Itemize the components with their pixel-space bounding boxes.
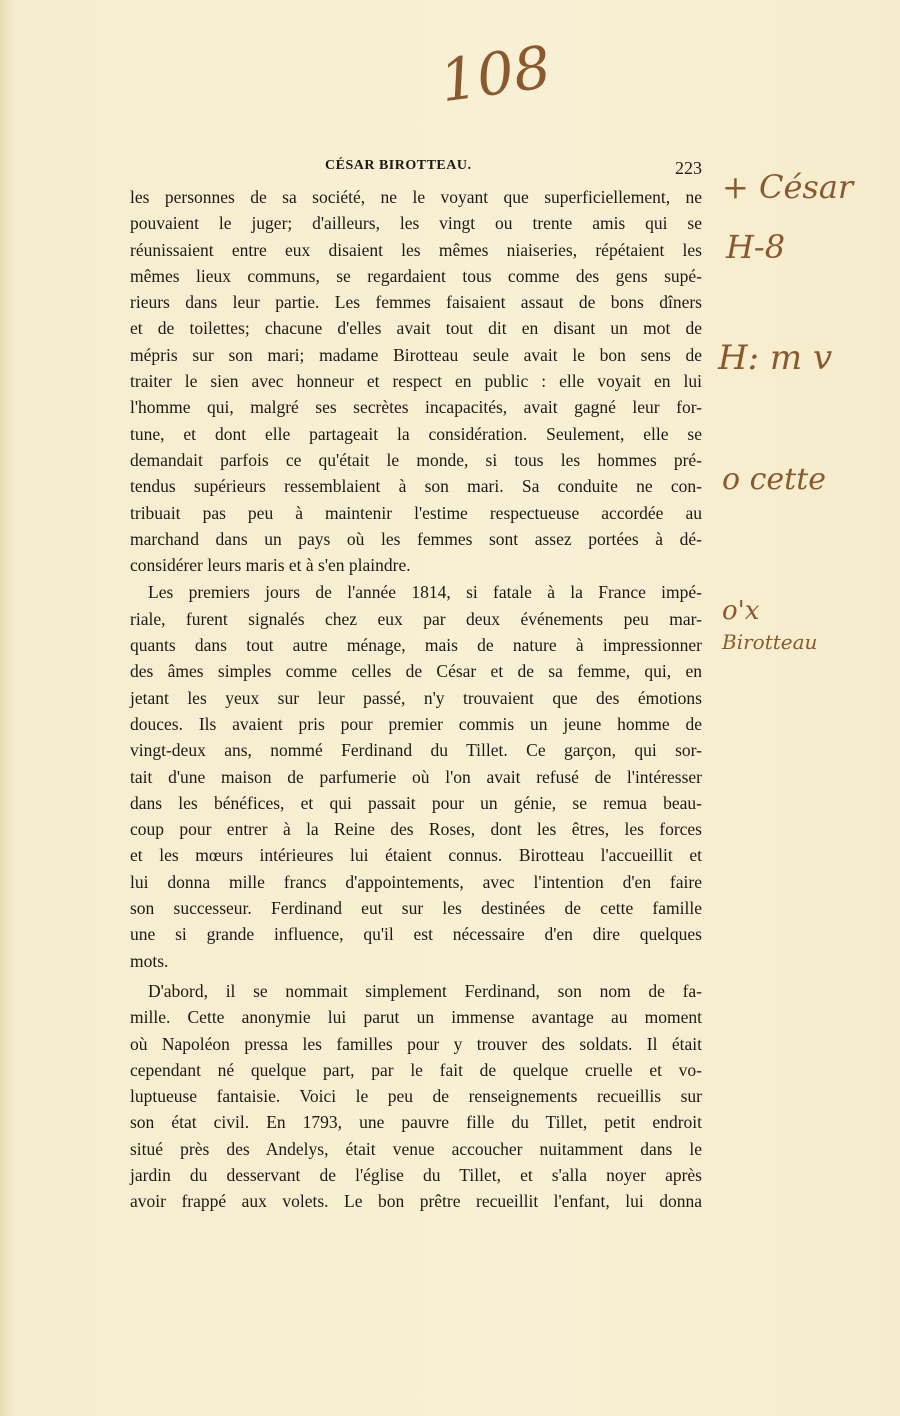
text-line: des âmes simples comme celles de César et de sa femme, qui, en xyxy=(130,661,702,682)
text-line: et de toilettes; chacune d'elles avait tout dit en disant un mot de xyxy=(130,318,702,339)
text-line: luptueuse fantaisie. Voici le peu de renseignements recueillis sur xyxy=(130,1086,702,1107)
text-line: mots. xyxy=(130,950,169,971)
text-line: D'abord, il se nommait simplement Ferdinand, son nom de fa- xyxy=(148,980,702,1001)
text-line: les personnes de sa société, ne le voyant que superficiellement, ne xyxy=(130,187,702,207)
text-line: dans les bénéfices, et qui passait pour un génie, se remua beau- xyxy=(130,792,702,813)
text-line: et les mœurs intérieures lui étaient connus. Birotteau l'accueillit et xyxy=(130,845,702,866)
text-line: mépris sur son mari; madame Birotteau seule avait le bon sens de xyxy=(130,344,702,365)
text-line: avoir frappé aux volets. Le bon prêtre recueillit l'enfant, lui donna xyxy=(130,1191,702,1212)
text-line: mêmes lieux communs, se regardaient tous comme des gens supé- xyxy=(130,265,702,286)
margin-note: Birotteau xyxy=(722,630,818,654)
text-line: marchand dans un pays où les femmes sont assez portées à dé- xyxy=(130,528,702,549)
text-line: rieurs dans leur partie. Les femmes faisaient assaut de bons dîners xyxy=(130,292,702,313)
text-line: lui donna mille francs d'appointements, avec l'intention d'en faire xyxy=(130,871,702,892)
page-number: 223 xyxy=(675,158,702,178)
text-line: où Napoléon pressa les familles pour y trouver des soldats. Il était xyxy=(130,1033,702,1054)
margin-note: + César xyxy=(722,168,854,206)
text-line: tait d'une maison de parfumerie où l'on avait refusé de l'intéresser xyxy=(130,766,702,787)
text-line: une si grande influence, qu'il est nécessaire d'en dire quelques xyxy=(130,924,702,945)
text-line: pouvaient le juger; d'ailleurs, les vingt ou trente amis qui se xyxy=(130,213,702,234)
text-line: réunissaient entre eux disaient les mêmes niaiseries, répétaient les xyxy=(130,239,702,260)
text-line: mille. Cette anonymie lui parut un immense avantage au moment xyxy=(130,1007,702,1028)
text-line: demandait parfois ce qu'était le monde, si tous les hommes pré- xyxy=(130,449,702,470)
page-body xyxy=(130,184,702,1215)
text-line: coup pour entrer à la Reine des Roses, dont les êtres, les forces xyxy=(130,819,702,840)
margin-note: o'x xyxy=(722,596,760,626)
text-line: son successeur. Ferdinand eut sur les destinées de cette famille xyxy=(130,898,702,919)
text-line: situé près des Andelys, était venue accoucher nuitamment dans le xyxy=(130,1138,702,1159)
text-line: douces. Ils avaient pris pour premier commis un jeune homme de xyxy=(130,713,702,734)
margin-note: H-8 xyxy=(726,228,786,266)
text-line: considérer leurs maris et à s'en plaindre. xyxy=(130,555,411,576)
handwritten-page-mark: 108 xyxy=(435,32,555,116)
margin-note: H: m v xyxy=(718,338,833,378)
text-line: vingt-deux ans, nommé Ferdinand du Tillet. Ce garçon, qui sor- xyxy=(130,740,702,761)
text-line: riale, furent signalés chez eux par deux événements peu mar- xyxy=(130,608,702,629)
text-line: l'homme qui, malgré ses secrètes incapacités, avait gagné leur for- xyxy=(130,397,702,418)
text-line: tribuait pas peu à maintenir l'estime respectueuse accordée au xyxy=(130,502,702,523)
running-title: CÉSAR BIROTTEAU. xyxy=(325,158,472,173)
text-line: tune, et dont elle partageait la considération. Seulement, elle se xyxy=(130,423,702,444)
paragraph xyxy=(130,184,702,578)
text-line: cependant né quelque part, par le fait de quelque cruelle et vo- xyxy=(130,1059,702,1080)
text-line: traiter le sien avec honneur et respect en public : elle voyait en lui xyxy=(130,371,702,392)
text-line: Les premiers jours de l'année 1814, si fatale à la France impé- xyxy=(148,582,702,603)
margin-note: o cette xyxy=(722,462,827,497)
text-line: quants dans tout autre ménage, mais de nature à impressionner xyxy=(130,635,702,656)
text-line: jetant les yeux sur leur passé, n'y trouvaient que des émotions xyxy=(130,687,702,708)
text-line: son état civil. En 1793, une pauvre fille du Tillet, petit endroit xyxy=(130,1112,702,1133)
paragraph xyxy=(130,579,702,973)
paragraph xyxy=(130,978,702,1215)
text-line: tendus supérieurs ressemblaient à son mari. Sa conduite ne con- xyxy=(130,476,702,497)
running-header xyxy=(130,158,702,182)
text-line: jardin du desservant de l'église du Tillet, et s'alla noyer après xyxy=(130,1164,702,1185)
